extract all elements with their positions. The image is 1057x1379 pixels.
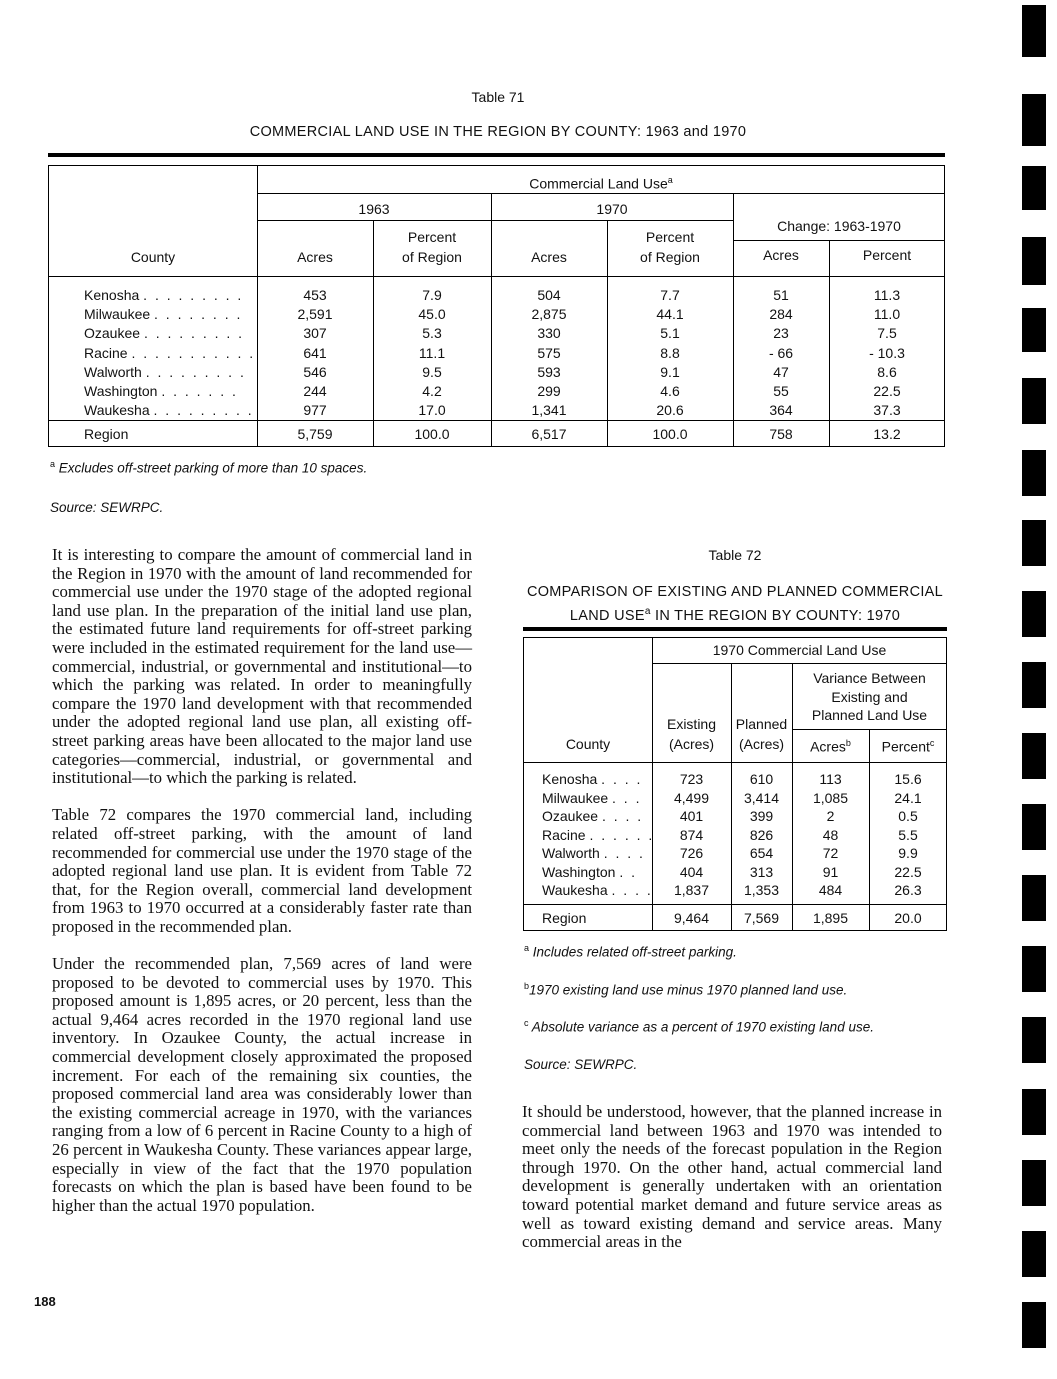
left-column-text — [52, 546, 472, 1234]
table71-cell-p70: 4.6 — [660, 383, 680, 399]
table71-total-cp: 13.2 — [873, 426, 901, 442]
table71-cell-a63: 244 — [303, 383, 327, 399]
table72-cell-ex: 1,837 — [673, 882, 710, 898]
col-header-1970: 1970 — [596, 201, 628, 217]
table72-cell-ex: 874 — [679, 826, 704, 843]
table71-cell-a63: 977 — [303, 402, 327, 419]
table72-row-county: Washington . . — [542, 863, 637, 880]
edge-mark — [1022, 308, 1046, 352]
table71-cell-p63: 7.9 — [422, 287, 442, 303]
table72-cell-pl: 654 — [749, 845, 774, 861]
table71-total-a63: 5,759 — [297, 426, 333, 442]
table71-cell-cp: 22.5 — [873, 383, 901, 399]
table71-total-p70: 100.0 — [652, 426, 688, 442]
col-header-planned: Planned — [735, 716, 788, 732]
table72-cell-pl: 313 — [749, 863, 774, 880]
table71-cell-a70: 504 — [537, 287, 561, 303]
edge-mark — [1022, 1231, 1046, 1277]
table71-cell-p70: 9.1 — [660, 363, 680, 380]
edge-mark — [1022, 1160, 1046, 1206]
table71-total-p63: 100.0 — [414, 426, 450, 442]
edge-mark — [1022, 1302, 1046, 1348]
table71-cell-ca: - 66 — [768, 344, 794, 361]
col-header-change-acres: Acres — [763, 247, 799, 263]
table72-cell-va: 72 — [822, 845, 839, 861]
right-column-text — [522, 1103, 942, 1270]
table71-cell-a63: 641 — [303, 344, 327, 361]
edge-mark — [1022, 1017, 1046, 1063]
table71-cell-p70: 44.1 — [656, 306, 684, 323]
table71-cell-a70: 593 — [537, 363, 561, 380]
rule — [652, 663, 947, 664]
table71-top-rule — [48, 153, 945, 157]
edge-mark — [1022, 237, 1046, 285]
edge-mark — [1022, 5, 1046, 57]
col-header-percent-1970: Percent — [645, 229, 695, 245]
table71-row-county: Washington . . . . . . . — [84, 383, 238, 399]
paragraph: It should be understood, however, that the planned increase in commercial land between 1963 and 1970 was intended to meet only the needs of the forecast population in the Region through 1970. On the other hand, actual commercial land development is generally undertaken with an orientation toward potential market demand and future service areas as well as toward existing demand and service areas. Many commercial areas in the — [522, 1102, 942, 1252]
table71-row-county: Ozaukee . . . . . . . . . — [84, 325, 245, 342]
table71-cell-p63: 4.2 — [422, 383, 442, 399]
table71-cell-a63: 546 — [303, 363, 327, 380]
edge-mark — [1022, 946, 1046, 992]
table72-cell-va: 1,085 — [812, 789, 849, 806]
table71-cell-p63: 11.1 — [418, 344, 446, 361]
table71-cell-cp: 8.6 — [877, 363, 897, 380]
table72-cell-vp: 22.5 — [894, 863, 922, 880]
table71-cell-a63: 307 — [303, 325, 327, 342]
table72-total-va: 1,895 — [812, 910, 849, 926]
table71-cell-ca: 51 — [773, 287, 789, 303]
table71-cell-cp: 7.5 — [877, 325, 897, 342]
col-header-variance-percent: Percent$^c$ — [881, 738, 935, 755]
table72-cell-ex: 401 — [679, 808, 704, 824]
table72-cell-va: 91 — [822, 863, 839, 880]
table72-row-county: Milwaukee . . . — [542, 789, 642, 806]
col-header-acres-1963: Acres — [297, 249, 333, 265]
table72-row-county: Kenosha . . . . — [542, 771, 643, 787]
page-number: 188 — [34, 1294, 56, 1309]
rule — [733, 240, 945, 241]
table72-total-vp: 20.0 — [894, 910, 922, 926]
table72-row-county: Racine . . . . . . — [542, 826, 655, 843]
table72-footnote-c: $^c$ Absolute variance as a percent of 1970 existing land use. — [524, 1018, 874, 1035]
table72-cell-pl: 826 — [749, 826, 774, 843]
table71-cell-p70: 20.6 — [656, 402, 684, 419]
table71-cell-p63: 17.0 — [418, 402, 446, 419]
table71-row-county: Milwaukee . . . . . . . . — [84, 306, 243, 323]
table71-row-county: Kenosha . . . . . . . . . — [84, 287, 244, 303]
rule — [257, 220, 733, 221]
paragraph: It is interesting to compare the amount of commercial land in the Region in 1970 with the amount of land recommended for commercial use under the 1970 stage of the adopted regional land use plan. In the preparation of the initial land use plan, the estimated future land requirements for off-street parking were included in the estimated requirement for the land use—commercial, industrial, or governmental and institutional—to which the parking was related. In order to meaningfully compare the 1970 land development with that recommended under the adopted regional land use plan, all existing off-street parking areas have been allocated to the major land use categories—commercial, industrial, or governmental and institutional—to which the parking is related. — [52, 545, 472, 788]
col-header-percent-1963-l2: of Region — [402, 249, 462, 265]
table72-source: Source: SEWRPC. — [524, 1057, 638, 1072]
table72-cell-ex: 726 — [679, 845, 704, 861]
table71-cell-a63: 2,591 — [297, 306, 333, 323]
table71-row-county: Racine . . . . . . . . . . . — [84, 344, 256, 361]
table72-footnote-b: $^b$1970 existing land use minus 1970 planned land use. — [524, 981, 848, 998]
table72-footnote-a: $^a$ Includes related off-street parking. — [524, 943, 737, 960]
table71-cell-p70: 5.1 — [660, 325, 680, 342]
table72-cell-vp: 24.1 — [894, 789, 922, 806]
table72-cell-va: 113 — [819, 771, 842, 787]
table71-caption: COMMERCIAL LAND USE IN THE REGION BY COUNTY: 1963 and 1970 — [249, 124, 747, 140]
table71-cell-cp: 11.3 — [873, 287, 901, 303]
table72-cell-ex: 404 — [679, 863, 704, 880]
table71-footnote: $^a$ Excludes off-street parking of more than 10 spaces. — [50, 459, 368, 476]
table72-cell-pl: 610 — [749, 771, 774, 787]
col-header-county: County — [130, 249, 176, 265]
table71-group-header: Commercial Land Use$^a$ — [529, 175, 673, 192]
paragraph: Under the recommended plan, 7,569 acres of land were proposed to be devoted to commercial uses by 1970. This proposed amount is 1,895 acres, or 20 percent, less than the actual 9,464 acres recorded in the 1970 regional land use inventory. In Ozaukee County, the actual increase in commercial development closely approximated the proposed increment. For each of the remaining six counties, the proposed commercial land area was considerably lower than the existing commercial acreage in 1970, with the variances ranging from a low of 6 percent in Racine County to a high of 26 percent in Waukesha County. These variances appear large, especially in view of the fact that the 1970 population forecasts on which the plan is based have been found to be higher than the actual 1970 population. — [52, 954, 472, 1215]
table71-cell-a70: 575 — [537, 344, 561, 361]
table72-row-county: Ozaukee . . . . — [542, 808, 644, 824]
rule — [524, 904, 947, 905]
table72-cell-pl: 1,353 — [743, 882, 780, 898]
table71-cell-a63: 453 — [303, 287, 327, 303]
table71-cell-a70: 330 — [537, 325, 561, 342]
table71-cell-p70: 8.8 — [660, 344, 680, 361]
table72-caption: COMPARISON OF EXISTING AND PLANNED COMMERCIAL LAND USE$^a$ IN THE REGION BY COUNTY: 1970 — [526, 584, 944, 624]
table71-total-county: Region — [84, 426, 129, 442]
table71-source: Source: SEWRPC. — [50, 500, 164, 515]
table71-cell-a70: 2,875 — [531, 306, 567, 323]
col-header-existing-unit: (Acres) — [668, 736, 715, 752]
table71-cell-cp: - 10.3 — [869, 344, 905, 361]
table71-row-county: Walworth . . . . . . . . . — [84, 363, 246, 380]
table72-cell-va: 48 — [822, 826, 839, 843]
table72-top-rule — [523, 627, 947, 631]
table72-cell-vp: 5.5 — [898, 826, 918, 843]
table71-cell-p63: 5.3 — [422, 325, 442, 342]
edge-mark — [1022, 166, 1046, 210]
table72-cell-vp: 26.3 — [894, 882, 922, 898]
table71-cell-ca: 55 — [773, 383, 789, 399]
col-header-existing: Existing — [666, 716, 717, 732]
table72-total-ex: 9,464 — [673, 910, 710, 926]
table72-row-county: Waukesha . . . . — [542, 882, 653, 898]
edge-mark — [1022, 520, 1046, 566]
edge-mark — [1022, 733, 1046, 779]
table72-cell-va: 484 — [818, 882, 843, 898]
col-header-variance-acres: Acres$^b$ — [810, 738, 851, 755]
table71-cell-p63: 45.0 — [418, 306, 446, 323]
table72-cell-ex: 4,499 — [673, 789, 710, 806]
table72 — [523, 637, 947, 931]
col-header-variance-l3: Planned Land Use — [811, 707, 928, 723]
table71-cell-ca: 47 — [773, 363, 789, 380]
col-header-variance-l1: Variance Between — [813, 670, 926, 686]
table71-cell-ca: 23 — [773, 325, 789, 342]
col-header-change-percent: Percent — [862, 247, 912, 263]
col-header-1963: 1963 — [358, 201, 390, 217]
table71-cell-a70: 1,341 — [531, 402, 567, 419]
table72-cell-vp: 0.5 — [898, 808, 918, 824]
table71-label: Table 71 — [471, 89, 525, 105]
edge-mark — [1022, 804, 1046, 850]
table71-total-a70: 6,517 — [531, 426, 567, 442]
table71-cell-p70: 7.7 — [660, 287, 680, 303]
table71-cell-cp: 11.0 — [873, 306, 901, 323]
edge-mark — [1022, 94, 1046, 146]
table71-cell-cp: 37.3 — [873, 402, 901, 419]
edge-mark — [1022, 1089, 1046, 1135]
table72-total-pl: 7,569 — [743, 910, 780, 926]
table72-cell-pl: 399 — [749, 808, 774, 824]
table71-cell-ca: 284 — [769, 306, 793, 323]
table72-cell-vp: 9.9 — [898, 845, 918, 861]
col-header-acres-1970: Acres — [531, 249, 567, 265]
edge-mark — [1022, 875, 1046, 921]
table71 — [48, 165, 945, 447]
table72-total-county: Region — [542, 910, 587, 926]
rule — [49, 276, 945, 277]
table72-group-header: 1970 Commercial Land Use — [712, 642, 887, 658]
table71-cell-a70: 299 — [537, 383, 561, 399]
rule — [524, 762, 947, 763]
table72-row-county: Walworth . . . . — [542, 845, 645, 861]
col-header-variance-l2: Existing and — [831, 689, 908, 705]
table71-cell-ca: 364 — [769, 402, 793, 419]
edge-mark — [1022, 662, 1046, 708]
col-header-percent-1970-l2: of Region — [640, 249, 700, 265]
table72-label: Table 72 — [708, 547, 762, 563]
edge-mark — [1022, 591, 1046, 637]
table71-row-county: Waukesha . . . . . . . . . — [84, 402, 254, 419]
table72-cell-va: 2 — [826, 808, 835, 824]
table72-cell-vp: 15.6 — [894, 771, 922, 787]
table71-total-ca: 758 — [769, 426, 793, 442]
edge-mark — [1022, 378, 1046, 424]
col-header-percent-1963: Percent — [407, 229, 457, 245]
table72-cell-ex: 723 — [679, 771, 704, 787]
edge-mark — [1022, 450, 1046, 496]
col-header-change: Change: 1963-1970 — [777, 218, 901, 234]
table71-cell-p63: 9.5 — [422, 363, 442, 380]
paragraph: Table 72 compares the 1970 commercial land, including related off-street parking, with the amount of land recommended for commercial use under the 1970 stage of the adopted regional land use plan. It is evident from Table 72 that, for the Region overall, commercial land development from 1963 to 1970 occurred at a considerably faster rate than proposed in the recommended plan. — [52, 805, 472, 936]
table72-cell-pl: 3,414 — [743, 789, 780, 806]
col-header-county: County — [565, 736, 611, 752]
col-header-planned-unit: (Acres) — [738, 736, 785, 752]
